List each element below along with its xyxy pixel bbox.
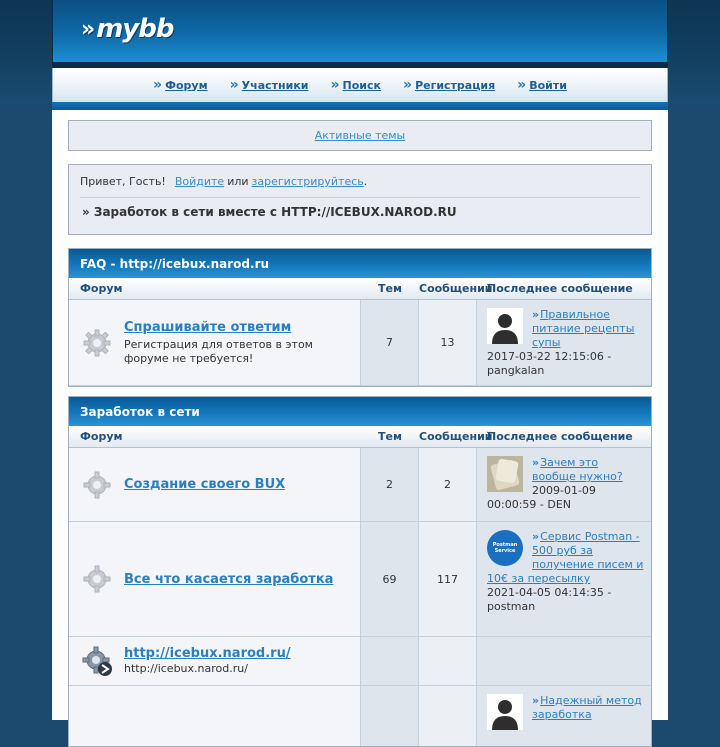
forum-name-link[interactable]: http://icebux.narod.ru/ bbox=[124, 646, 291, 661]
category-faq bbox=[68, 248, 652, 387]
forum-name-link[interactable]: Все что касается заработка bbox=[124, 571, 334, 587]
nav-arrows-icon: » bbox=[403, 77, 410, 93]
category-title[interactable]: FAQ - http://icebux.narod.ru bbox=[69, 249, 651, 278]
nav-item-register[interactable] bbox=[403, 77, 495, 93]
topics-count bbox=[361, 686, 419, 746]
forum-row bbox=[69, 300, 651, 386]
col-forum: Форум bbox=[80, 282, 123, 295]
forum-row bbox=[69, 448, 651, 522]
greeting-text: Привет, Гость! bbox=[80, 175, 166, 188]
nav-item-forum[interactable] bbox=[153, 77, 208, 93]
forum-row bbox=[69, 637, 651, 686]
welcome-line bbox=[80, 175, 640, 188]
forum-name-link[interactable]: Создание своего BUX bbox=[124, 477, 286, 492]
active-topics-box bbox=[68, 120, 652, 151]
avatar-text: Postman Service bbox=[492, 542, 518, 554]
last-post-cell bbox=[477, 637, 651, 685]
last-post-cell bbox=[477, 686, 651, 746]
mybb-logo[interactable] bbox=[81, 14, 173, 44]
active-topics-link[interactable]: Активные темы bbox=[314, 129, 406, 142]
forum-info bbox=[124, 477, 285, 492]
nav-arrows-icon: » bbox=[229, 77, 236, 93]
page-container bbox=[52, 0, 668, 720]
forum-info bbox=[124, 572, 333, 587]
welcome-separator bbox=[80, 197, 640, 198]
nav-link-register[interactable]: Регистрация bbox=[415, 78, 496, 92]
last-post-cell bbox=[477, 300, 651, 385]
last-post-link[interactable]: Надежный метод заработка bbox=[532, 694, 642, 721]
topics-count: 69 bbox=[361, 522, 419, 636]
last-post-cell bbox=[477, 522, 651, 636]
col-topics: Тем bbox=[378, 282, 402, 295]
last-post-arrows-icon: » bbox=[532, 530, 537, 543]
nav-item-search[interactable] bbox=[331, 77, 382, 93]
last-post-cell bbox=[477, 448, 651, 521]
last-post-arrows-icon: » bbox=[532, 456, 537, 469]
column-headers bbox=[69, 278, 651, 300]
last-post-arrows-icon: » bbox=[532, 308, 537, 321]
nav-item-members[interactable] bbox=[230, 77, 309, 93]
forum-cell bbox=[69, 637, 361, 685]
category-title[interactable]: Заработок в сети bbox=[69, 397, 651, 426]
nav-link-login[interactable]: Войти bbox=[529, 78, 567, 92]
forum-info bbox=[124, 646, 291, 676]
forum-row bbox=[69, 522, 651, 637]
logo-arrows-icon: » bbox=[81, 16, 95, 42]
welcome-box bbox=[68, 164, 652, 235]
posts-count: 2 bbox=[419, 448, 477, 521]
forum-cell bbox=[69, 448, 361, 521]
main-nav bbox=[52, 68, 668, 102]
column-headers bbox=[69, 426, 651, 448]
nav-arrows-icon: » bbox=[153, 77, 160, 93]
header bbox=[52, 0, 668, 62]
last-post-meta: 2009-01-09 00:00:59 - DEN bbox=[487, 484, 596, 511]
forum-gear-icon bbox=[81, 563, 113, 595]
forum-cell bbox=[69, 300, 361, 385]
topics-count: 2 bbox=[361, 448, 419, 521]
nav-link-search[interactable]: Поиск bbox=[342, 78, 382, 92]
forum-description: http://icebux.narod.ru/ bbox=[124, 662, 248, 675]
nav-link-members[interactable]: Участники bbox=[241, 78, 309, 92]
col-last-post: Последнее сообщение bbox=[487, 430, 633, 443]
col-topics: Тем bbox=[378, 430, 402, 443]
avatar[interactable] bbox=[487, 456, 523, 492]
forum-description: Регистрация для ответов в этом форуме не требуется! bbox=[124, 337, 313, 365]
topics-count: 7 bbox=[361, 300, 419, 385]
period-text: . bbox=[363, 175, 368, 188]
col-forum: Форум bbox=[80, 430, 123, 443]
posts-count: 117 bbox=[419, 522, 477, 636]
avatar[interactable] bbox=[487, 308, 523, 344]
col-posts: Сообщений bbox=[419, 430, 493, 443]
forum-row bbox=[69, 686, 651, 746]
posts-count bbox=[419, 637, 477, 685]
forum-cell bbox=[69, 686, 361, 746]
topics-count bbox=[361, 637, 419, 685]
avatar[interactable] bbox=[487, 530, 523, 566]
last-post-meta: 2017-03-22 12:15:06 - pangkalan bbox=[487, 350, 612, 377]
nav-arrows-icon: » bbox=[517, 77, 524, 93]
breadcrumb: » Заработок в сети вместе с HTTP://ICEBUX.NAROD.RU bbox=[82, 205, 457, 219]
or-text: или bbox=[227, 175, 249, 188]
login-link[interactable]: Войдите bbox=[174, 175, 225, 188]
nav-link-forum[interactable]: Форум bbox=[165, 78, 208, 92]
last-post-arrows-icon: » bbox=[532, 694, 537, 707]
last-post-link[interactable]: Правильное питание рецепты супы bbox=[532, 308, 635, 349]
posts-count: 13 bbox=[419, 300, 477, 385]
logo-text: mybb bbox=[96, 14, 174, 44]
last-post-meta: 2021-04-05 04:14:35 - postman bbox=[487, 586, 612, 613]
avatar[interactable] bbox=[487, 694, 523, 730]
forum-gear-icon bbox=[81, 327, 113, 359]
nav-item-login[interactable] bbox=[517, 77, 567, 93]
posts-count bbox=[419, 686, 477, 746]
category-earning bbox=[68, 396, 652, 747]
forum-info bbox=[124, 320, 360, 366]
register-link[interactable]: зарегистрируйтесь bbox=[251, 175, 364, 188]
col-posts: Сообщений bbox=[419, 282, 493, 295]
nav-divider bbox=[52, 102, 668, 110]
last-post-link[interactable]: Сервис Postman - 500 руб за получение писем и 10€ за пересылку bbox=[487, 530, 644, 585]
forum-redirect-gear-icon bbox=[81, 645, 113, 677]
forum-gear-icon bbox=[81, 469, 113, 501]
col-last-post: Последнее сообщение bbox=[487, 282, 633, 295]
forum-cell bbox=[69, 522, 361, 636]
main-content bbox=[52, 110, 668, 720]
last-post-link[interactable]: Зачем это вообще нужно? bbox=[532, 456, 623, 483]
nav-arrows-icon: » bbox=[330, 77, 337, 93]
forum-name-link[interactable]: Спрашивайте ответим bbox=[124, 319, 292, 335]
